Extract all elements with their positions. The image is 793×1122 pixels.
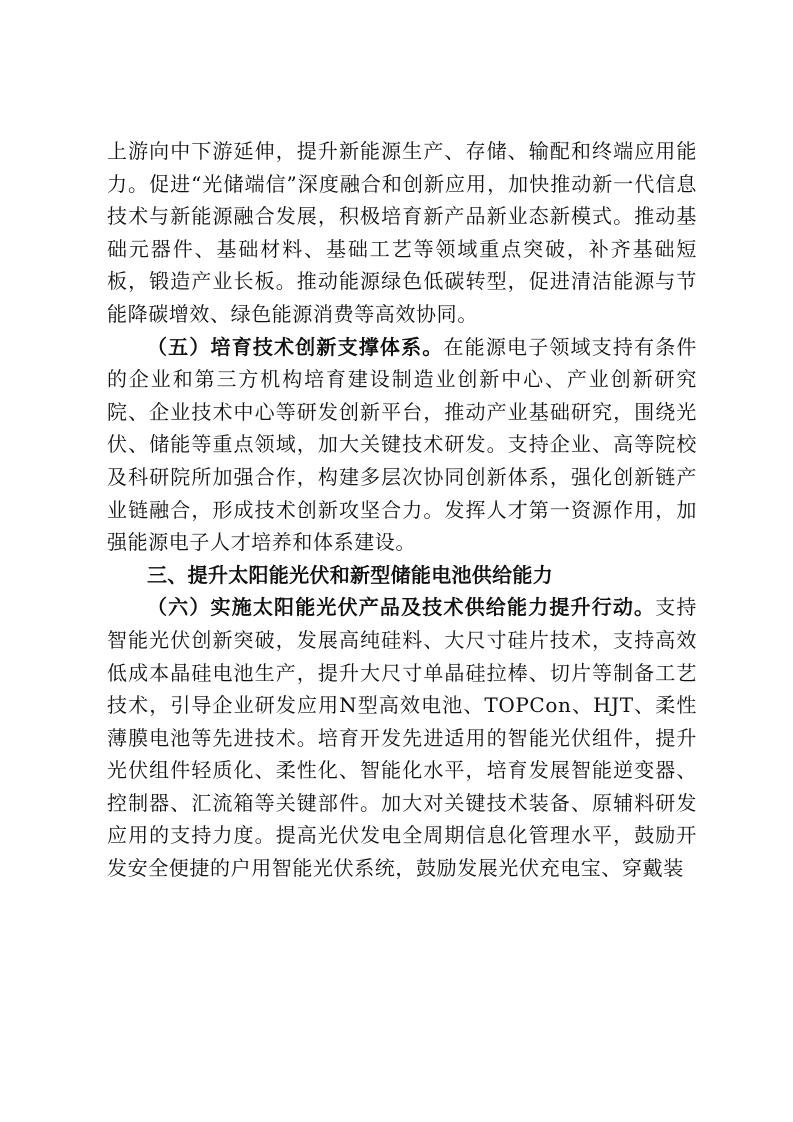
document-page <box>107 135 697 885</box>
paragraph-solar-pv <box>107 591 697 884</box>
paragraph-tech-innovation <box>107 331 697 559</box>
paragraph-heading: （六）实施太阳能光伏产品及技术供给能力提升行动。 <box>147 595 656 620</box>
paragraph-heading: （五）培育技术创新支撑体系。 <box>147 334 444 359</box>
paragraph-body: 在能源电子领域支持有条件的企业和第三方机构培育建设制造业创新中心、产业创新研究院、企业技术中心等研发创新平台，推动产业基础研究，围绕光伏、储能等重点领域，加大关键技术研发。支持企业、高等院校及科研院所加强合作，构建多层次协同创新体系，强化创新链产业链融合，形成技术创新攻坚合力。发挥人才第一资源作用，加强能源电子人才培养和体系建设。 <box>107 334 698 555</box>
paragraph-body: 支持智能光伏创新突破，发展高纯硅料、大尺寸硅片技术，支持高效低成本晶硅电池生产，提升大尺寸单晶硅拉棒、切片等制备工艺技术，引导企业研发应用N型高效电池、TOPCon、HJT、柔性薄膜电池等先进技术。培育开发先进适用的智能光伏组件，提升光伏组件轻质化、柔性化、智能化水平，培育发展智能逆变器、控制器、汇流箱等关键部件。加大对关键技术装备、原辅料研发应用的支持力度。提高光伏发电全周期信息化管理水平，鼓励开发安全便捷的户用智能光伏系统，鼓励发展光伏充电宝、穿戴装 <box>107 595 697 881</box>
paragraph-continuation: 上游向中下游延伸，提升新能源生产、存储、输配和终端应用能力。促进“光储端信”深度融合和创新应用，加快推动新一代信息技术与新能源融合发展，积极培育新产品新业态新模式。推动基础元器件、基础材料、基础工艺等领域重点突破，补齐基础短板，锻造产业长板。推动能源绿色低碳转型，促进清洁能源与节能降碳增效、绿色能源消费等高效协同。 <box>107 139 697 326</box>
section-title: 三、提升太阳能光伏和新型储能电池供给能力 <box>147 562 553 587</box>
